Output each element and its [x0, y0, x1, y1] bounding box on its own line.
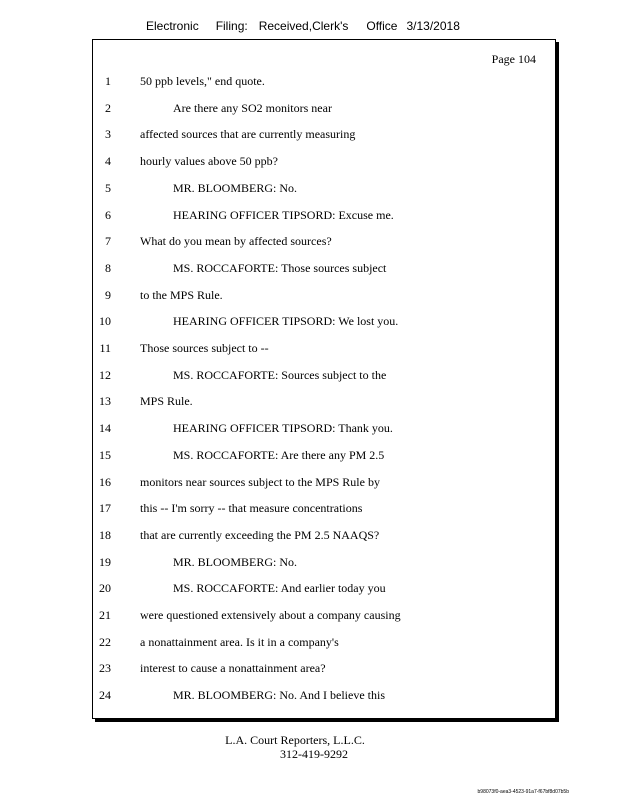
line-text: a nonattainment area. Is it in a company's	[140, 634, 339, 649]
document-id: b98073f0-aea3-4523-91a7-f67bf8d07b5b	[477, 789, 569, 795]
line-number: 15	[99, 447, 111, 462]
line-number: 9	[105, 287, 111, 302]
transcript-line	[93, 635, 555, 651]
line-number: 10	[99, 314, 111, 329]
line-number: 21	[99, 608, 111, 622]
line-text: HEARING OFFICER TIPSORD: We lost you.	[173, 314, 399, 329]
line-number: 18	[99, 527, 111, 542]
transcript-line	[93, 501, 555, 517]
transcript-line	[93, 661, 555, 677]
transcript-line	[93, 74, 555, 90]
line-text: this -- I'm sorry -- that measure concentrations	[140, 501, 363, 516]
line-text: 50 ppb levels," end quote.	[140, 74, 265, 88]
line-text: interest to cause a nonattainment area?	[140, 661, 326, 676]
transcript-line	[93, 288, 555, 304]
line-number: 8	[105, 260, 111, 275]
transcript-page	[92, 39, 556, 719]
transcript-line	[93, 394, 555, 410]
footer-reporter: L.A. Court Reporters, L.L.C.	[225, 733, 365, 747]
line-text: Are there any SO2 monitors near	[173, 100, 332, 115]
line-number: 24	[99, 688, 111, 703]
filing-header-electronic: Electronic	[146, 19, 199, 33]
line-number: 12	[99, 367, 111, 382]
line-text: Those sources subject to --	[140, 341, 269, 355]
transcript-line	[93, 581, 555, 597]
transcript-line	[93, 127, 555, 143]
transcript-line	[93, 261, 555, 277]
transcript-line	[93, 208, 555, 224]
transcript-line	[93, 314, 555, 330]
line-text: MS. ROCCAFORTE: Sources subject to the	[173, 367, 387, 382]
transcript-line	[93, 154, 555, 170]
transcript-line	[93, 688, 555, 704]
transcript-line	[93, 448, 555, 464]
transcript-line	[93, 608, 555, 624]
line-number: 2	[105, 100, 111, 115]
line-text: MR. BLOOMBERG: No.	[173, 180, 298, 195]
transcript-line	[93, 368, 555, 384]
transcript-line	[93, 181, 555, 197]
transcript-line	[93, 555, 555, 571]
line-text: HEARING OFFICER TIPSORD: Excuse me.	[173, 207, 394, 222]
line-text: MR. BLOOMBERG: No. And I believe this	[173, 688, 385, 703]
filing-header-received: Received,Clerk's	[258, 19, 349, 33]
line-text: MPS Rule.	[140, 394, 193, 409]
line-number: 11	[99, 341, 111, 355]
line-text: were questioned extensively about a company causing	[140, 608, 401, 622]
line-number: 22	[99, 634, 111, 649]
line-number: 4	[105, 154, 111, 169]
line-number: 23	[99, 661, 111, 676]
line-text: MS. ROCCAFORTE: Are there any PM 2.5	[173, 447, 385, 462]
line-number: 16	[99, 474, 111, 489]
line-text: affected sources that are currently measuring	[140, 127, 356, 142]
filing-header-office: Office	[366, 19, 398, 33]
line-number: 19	[99, 554, 111, 569]
line-number: 6	[105, 207, 111, 222]
filing-header-date: 3/13/2018	[406, 19, 460, 33]
line-number: 7	[105, 234, 111, 249]
line-text: to the MPS Rule.	[140, 287, 223, 302]
transcript-line	[93, 101, 555, 117]
line-text: What do you mean by affected sources?	[140, 234, 332, 249]
line-number: 5	[105, 180, 111, 195]
transcript-line	[93, 475, 555, 491]
transcript-line	[93, 421, 555, 437]
line-text: HEARING OFFICER TIPSORD: Thank you.	[173, 421, 393, 436]
line-text: hourly values above 50 ppb?	[140, 154, 278, 169]
line-number: 3	[105, 127, 111, 142]
line-text: MS. ROCCAFORTE: Those sources subject	[173, 260, 387, 275]
line-number: 14	[99, 421, 111, 436]
transcript-line	[93, 234, 555, 250]
line-text: MS. ROCCAFORTE: And earlier today you	[173, 581, 386, 596]
page-number: Page 104	[491, 52, 536, 66]
line-number: 13	[99, 394, 111, 409]
line-text: monitors near sources subject to the MPS Rule by	[140, 474, 380, 489]
filing-header-filing: Filing:	[215, 19, 248, 33]
line-text: that are currently exceeding the PM 2.5 NAAQS?	[140, 527, 380, 542]
line-number: 17	[99, 501, 111, 516]
footer-phone: 312-419-9292	[280, 747, 348, 761]
filing-header	[146, 19, 460, 33]
line-text: MR. BLOOMBERG: No.	[173, 554, 298, 569]
transcript-line	[93, 341, 555, 357]
line-number: 20	[99, 581, 111, 596]
transcript-line	[93, 528, 555, 544]
line-number: 1	[105, 74, 111, 88]
